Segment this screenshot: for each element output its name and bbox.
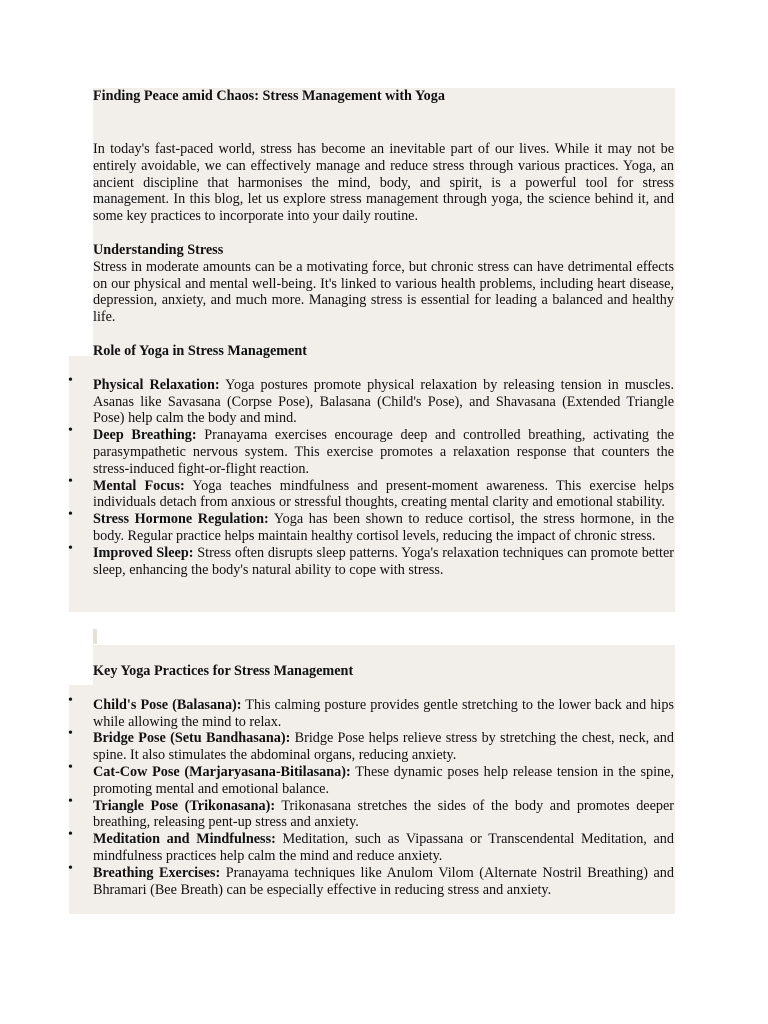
list-item [68, 860, 674, 899]
list-item-term: Physical Relaxation: [93, 376, 220, 393]
bullet-icon: • [68, 726, 73, 742]
bullet-icon: • [68, 473, 73, 489]
list-item [68, 507, 674, 545]
bullet-icon: • [68, 372, 73, 388]
list-item-text: This calming posture provides gentle stretching to the lower back and hips while allowing the mind to relax. [93, 696, 674, 730]
list-item-term: Bridge Pose (Setu Bandhasana): [93, 730, 291, 747]
list-item-term: Child's Pose (Balasana): [93, 696, 242, 713]
list-item [68, 692, 674, 731]
list-item-term: Stress Hormone Regulation: [93, 511, 269, 528]
list-item-text: Pranayama techniques like Anulom Vilom (Alternate Nostril Breathing) and Bhramari (Bee Breath) can be especially effective in reducing stress and anxiety. [93, 864, 674, 898]
list-item [68, 759, 674, 798]
list-item [68, 793, 674, 832]
list-item-text: Yoga postures promote physical relaxation by releasing tension in muscles. Asanas like Savasana (Corpse Pose), Balasana (Child's Pose), and Shavasana (Extended Triangle Pose) help calm the body and mind. [93, 376, 674, 427]
list-item-text: Yoga has been shown to reduce cortisol, the stress hormone, in the body. Regular practice helps maintain healthy cortisol levels, reducing the impact of chronic stress. [93, 511, 674, 544]
role-list [68, 372, 675, 579]
list-item-term: Breathing Exercises: [93, 864, 221, 881]
paragraph-marker [93, 629, 97, 644]
bullet-icon: • [68, 507, 73, 523]
bullet-icon: • [68, 827, 73, 843]
understanding-paragraph: Stress in moderate amounts can be a motivating force, but chronic stress can have detrimental effects on our physical and mental well-being. It's linked to various health problems, including heart disease, depression, anxiety, and much more. Managing stress is essential for leading a balanced and healthy life. [93, 258, 674, 326]
list-item-text: Trikonasana stretches the sides of the body and promotes deeper breathing, releasing pent-up stress and anxiety. [93, 797, 674, 831]
list-item-term: Cat-Cow Pose (Marjaryasana-Bitilasana): [93, 763, 351, 780]
intro-section [93, 141, 674, 225]
list-item-text: Pranayama exercises encourage deep and controlled breathing, activating the parasympathetic nervous system. This exercise promotes a relaxation response that counters the stress-induced fight-or-flight reaction. [93, 427, 674, 477]
intro-paragraph: In today's fast-paced world, stress has become an inevitable part of our lives. While it may not be entirely avoidable, we can effectively manage and reduce stress through various practices. Yoga, an ancient discipline that harmonises the mind, body, and spirit, is a powerful tool for stress management. In this blog, let us explore stress management through yoga, the science behind it, and some key practices to incorporate into your daily routine. [93, 141, 674, 225]
practices-heading: Key Yoga Practices for Stress Management [93, 663, 354, 679]
role-heading: Role of Yoga in Stress Management [93, 343, 307, 359]
list-item [68, 827, 674, 865]
bullet-icon: • [68, 860, 73, 876]
list-item [68, 726, 674, 764]
list-item [68, 540, 675, 579]
role-section [68, 343, 675, 578]
list-item [68, 473, 674, 512]
list-item-text: These dynamic poses help release tension in the spine, promoting mental and emotional balance. [93, 763, 674, 797]
understanding-section [93, 242, 674, 326]
bullet-icon: • [68, 540, 73, 556]
list-item-term: Mental Focus: [93, 477, 185, 494]
list-item-term: Triangle Pose (Trikonasana): [93, 797, 276, 814]
list-item-text: Stress often disrupts sleep patterns. Yoga's relaxation techniques can promote better sleep, enhancing the body's natural ability to cope with stress. [93, 544, 675, 578]
practices-list [68, 692, 674, 899]
list-item-text: Meditation, such as Vipassana or Transcendental Meditation, and mindfulness practices help calm the mind and reduce anxiety. [93, 831, 674, 864]
bullet-icon: • [68, 692, 73, 708]
list-item-term: Meditation and Mindfulness: [93, 831, 276, 848]
list-item-text: Yoga teaches mindfulness and present-moment awareness. This exercise helps individuals detach from anxious or stressful thoughts, creating mental clarity and emotional stability. [93, 477, 674, 511]
understanding-heading: Understanding Stress [93, 242, 224, 258]
practices-section [68, 663, 674, 898]
bullet-icon: • [68, 423, 73, 439]
list-item [68, 423, 674, 477]
bullet-icon: • [68, 759, 73, 775]
list-item-term: Improved Sleep: [93, 544, 194, 561]
list-item-text: Bridge Pose helps relieve stress by stretching the chest, neck, and spine. It also stimulates the abdominal organs, reducing anxiety. [93, 730, 674, 764]
document-title: Finding Peace amid Chaos: Stress Management with Yoga [93, 88, 445, 104]
bullet-icon: • [68, 793, 73, 809]
list-item [68, 372, 674, 427]
list-item-term: Deep Breathing: [93, 427, 197, 444]
